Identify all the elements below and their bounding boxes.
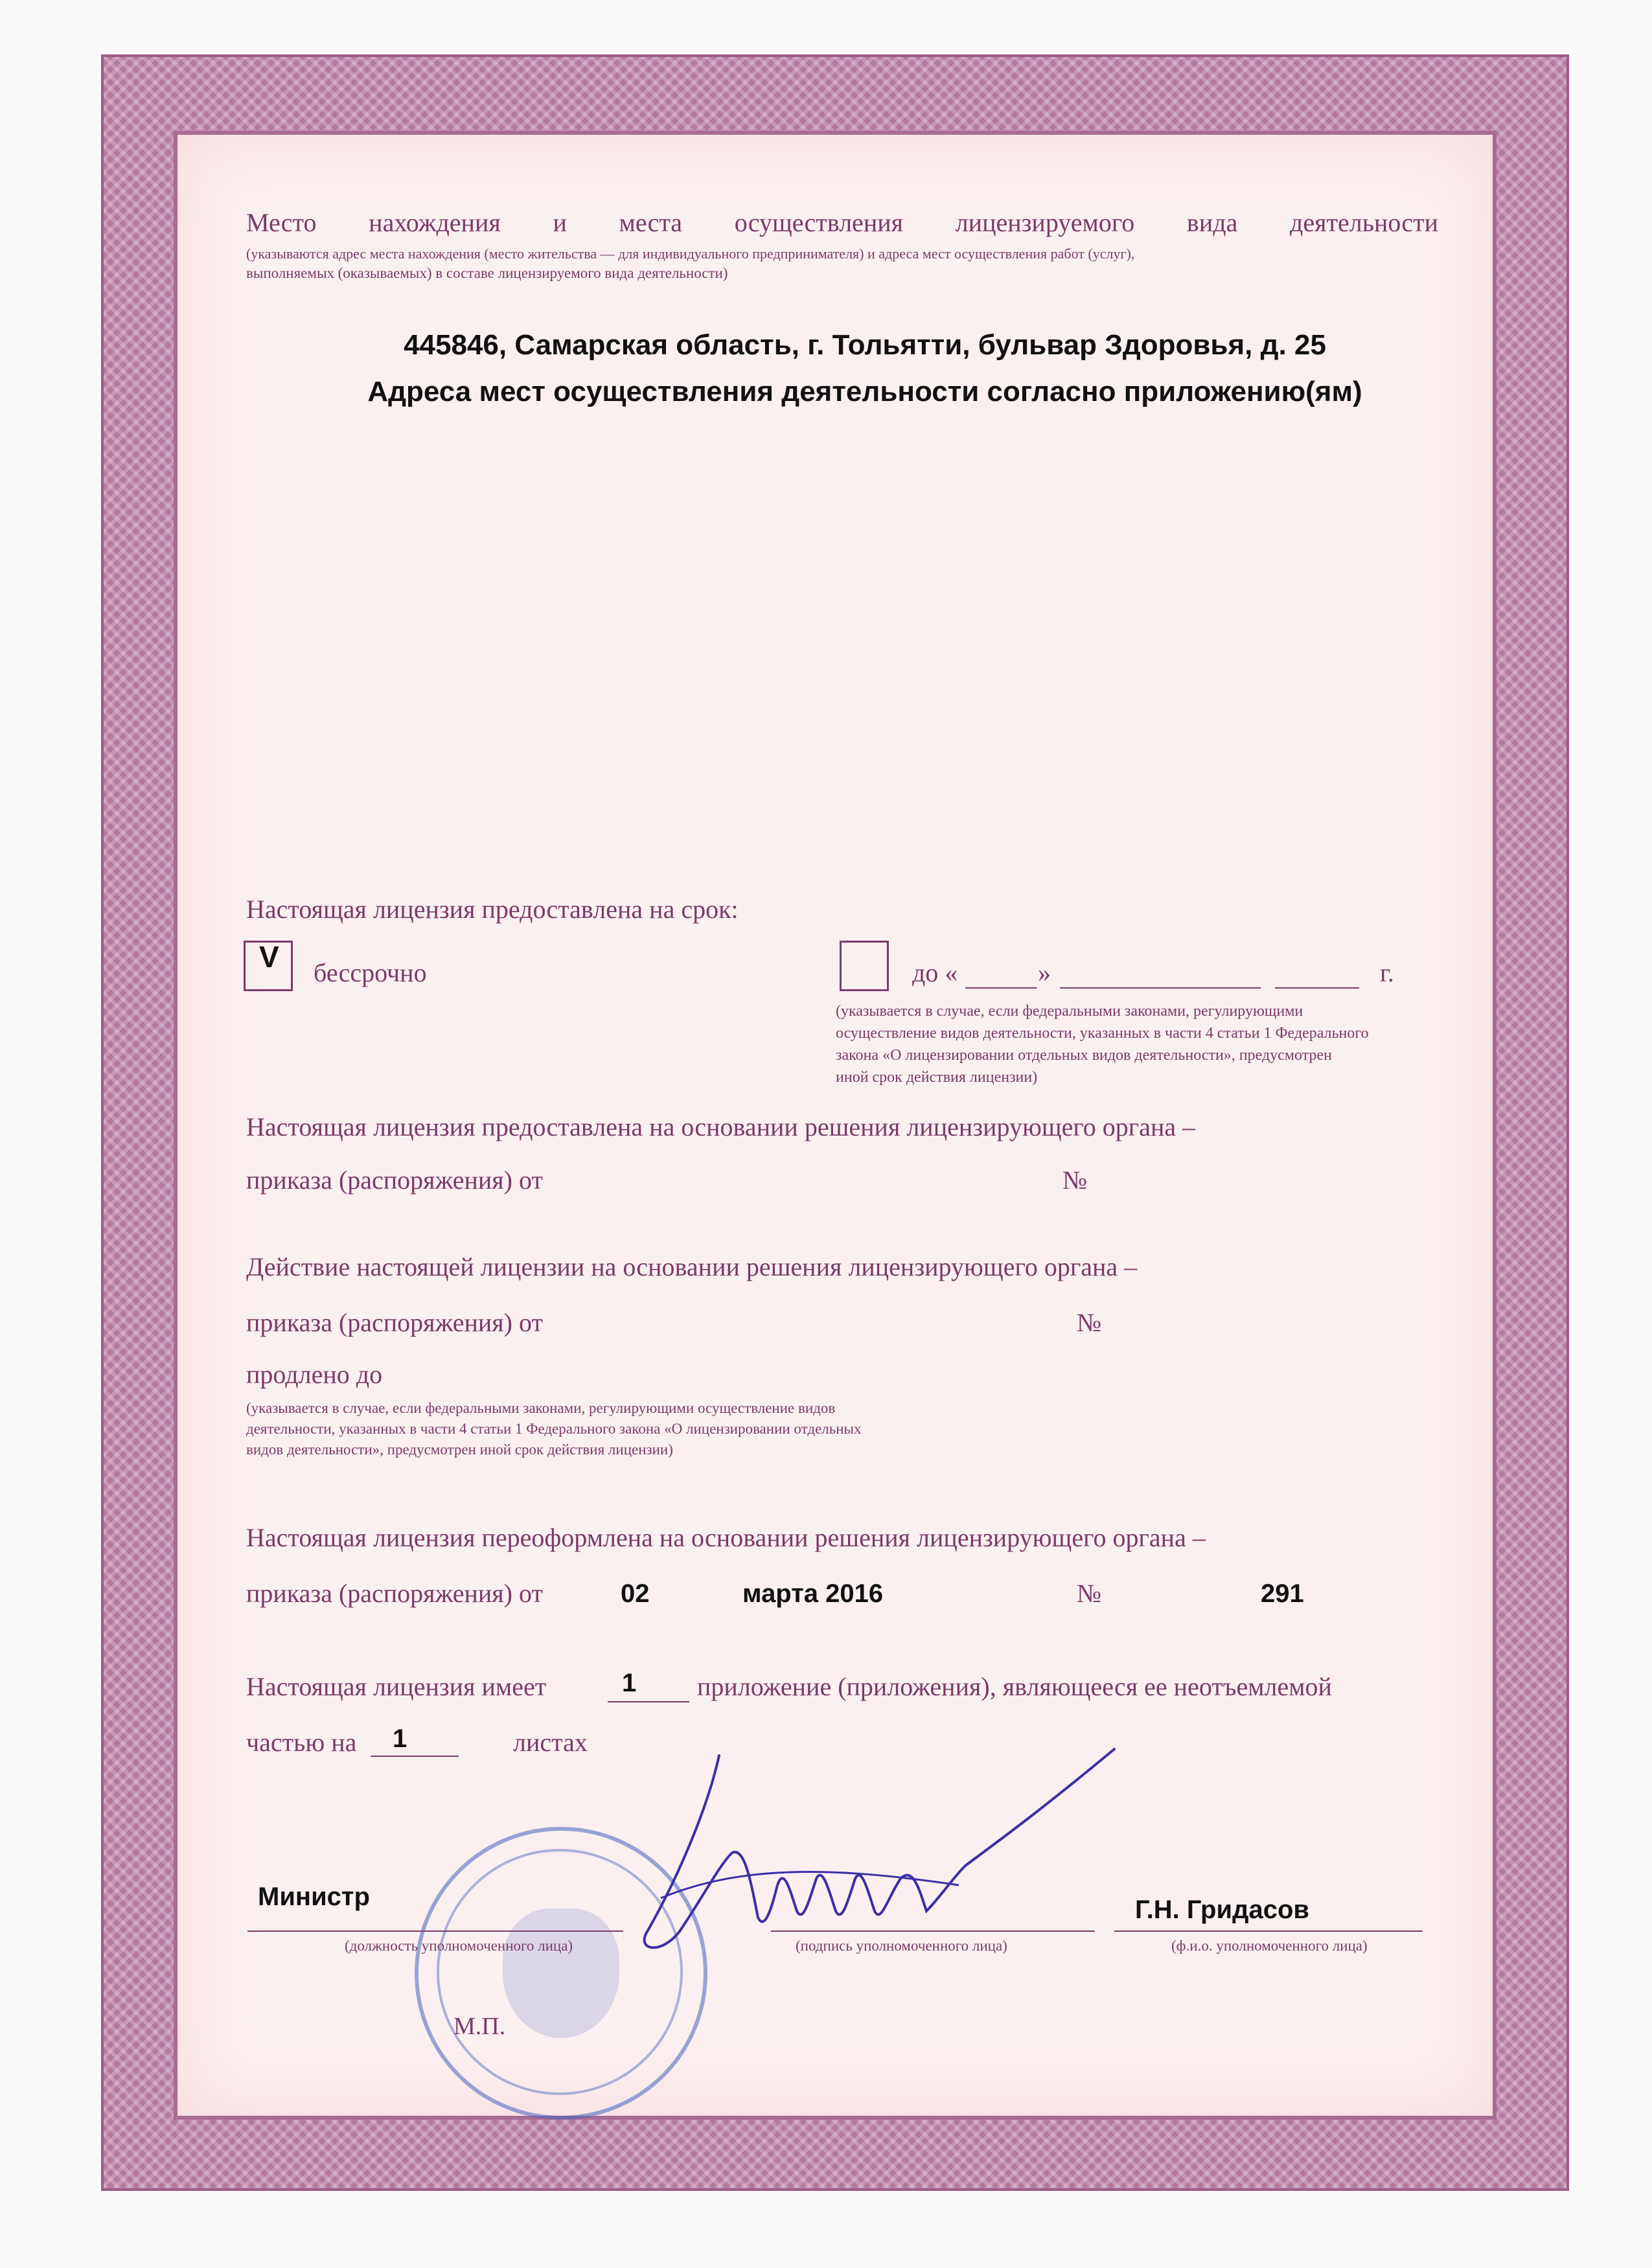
until-prefix: до « <box>912 958 958 987</box>
appendix-line1-prefix: Настоящая лицензия имеет <box>246 1672 547 1701</box>
reissue-title: Настоящая лицензия переоформлена на основании решения лицензирующего органа – <box>246 1523 1206 1552</box>
until-checkbox <box>840 941 889 991</box>
license-address: 445846, Самарская область, г. Тольятти, бульвар Здоровья, д. 25 <box>404 329 1326 361</box>
basis-order-label: приказа (распоряжения) от <box>246 1165 543 1195</box>
extension-number-label: № <box>1077 1308 1102 1337</box>
until-year-line <box>1275 987 1359 989</box>
position-caption: (должность уполномоченного лица) <box>345 1938 573 1954</box>
location-note-line2: выполняемых (оказываемых) в составе лицензируемого вида деятельности) <box>246 265 728 281</box>
extension-title: Действие настоящей лицензии на основании решения лицензирующего органа – <box>246 1252 1138 1281</box>
term-note-line4: иной срок действия лицензии) <box>836 1069 1038 1086</box>
term-note-line1: (указывается в случае, если федеральными законами, регулирующими <box>836 1003 1303 1020</box>
signatory-name: Г.Н. Гридасов <box>1135 1896 1309 1924</box>
reissue-number: 291 <box>1261 1579 1304 1608</box>
basis-number-label: № <box>1062 1165 1088 1195</box>
position-line <box>247 1930 623 1932</box>
reissue-day: 02 <box>621 1579 650 1608</box>
appendix-line2-suffix: листах <box>513 1728 588 1757</box>
appendix-line1-suffix: приложение (приложения), являющееся ее неотъемлемой <box>697 1672 1332 1701</box>
appendix-count: 1 <box>622 1669 637 1697</box>
reissue-month-year: марта 2016 <box>742 1579 884 1608</box>
signature-caption: (подпись уполномоченного лица) <box>796 1938 1007 1954</box>
name-line <box>1114 1930 1423 1932</box>
extension-extended-label: продлено до <box>246 1360 383 1389</box>
until-suffix: г. <box>1380 958 1394 987</box>
term-note-line3: закона «О лицензировании отдельных видов деятельности», предусмотрен <box>836 1047 1332 1064</box>
until-month-line <box>1060 987 1261 989</box>
handwritten-signature <box>622 1736 1153 1969</box>
unlimited-check-mark: V <box>259 940 279 974</box>
appendix-sheets: 1 <box>393 1724 407 1753</box>
unlimited-label: бессрочно <box>314 958 427 987</box>
extension-note-line2: деятельности, указанных в части 4 статьи 1 Федерального закона «О лицензировании отдельных <box>246 1421 862 1437</box>
location-note-line1: (указываются адрес места нахождения (место жительства — для индивидуального предпринимателя) и адреса мест осуществления работ (услуг), <box>246 246 1135 262</box>
term-note-line2: осуществление видов деятельности, указанных в части 4 статьи 1 Федерального <box>836 1025 1369 1042</box>
reissue-order-label: приказа (распоряжения) от <box>246 1579 543 1608</box>
term-title: Настоящая лицензия предоставлена на срок: <box>246 895 739 924</box>
extension-order-label: приказа (распоряжения) от <box>246 1308 543 1337</box>
appendix-line2-prefix: частью на <box>246 1728 357 1757</box>
location-title: Место нахождения и места осуществления лицензируемого вида деятельности <box>246 208 1438 237</box>
reissue-number-label: № <box>1077 1579 1102 1608</box>
address-note: Адреса мест осуществления деятельности согласно приложению(ям) <box>367 376 1362 407</box>
basis-title: Настоящая лицензия предоставлена на основании решения лицензирующего органа – <box>246 1112 1196 1141</box>
until-mid: » <box>1038 958 1051 987</box>
signatory-position: Министр <box>258 1883 370 1911</box>
until-day-line <box>965 987 1037 989</box>
extension-note-line1: (указывается в случае, если федеральными законами, регулирующими осуществление видов <box>246 1400 836 1416</box>
seal-label: М.П. <box>453 2013 506 2040</box>
name-caption: (ф.и.о. уполномоченного лица) <box>1171 1938 1368 1954</box>
extension-note-line3: видов деятельности», предусмотрен иной срок действия лицензии) <box>246 1441 673 1458</box>
appendix-sheets-line <box>371 1756 459 1757</box>
appendix-count-line <box>608 1701 689 1702</box>
